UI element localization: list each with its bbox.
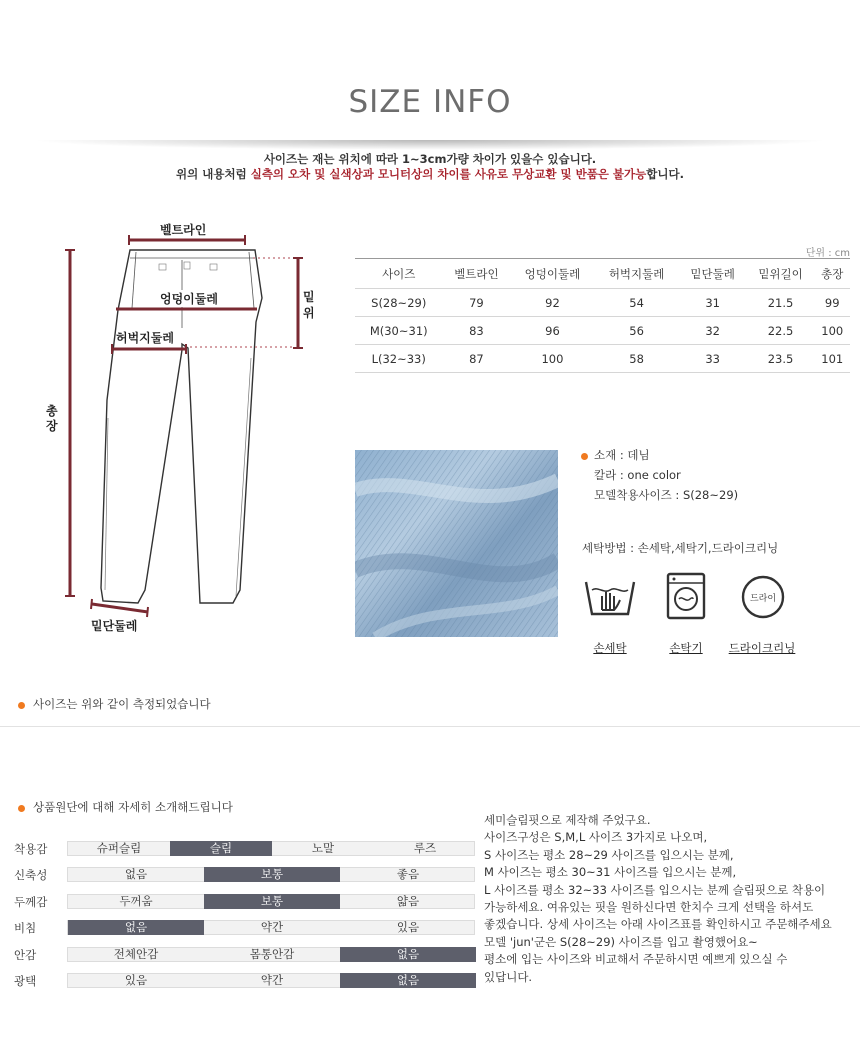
- belt-line-label: 벨트라인: [160, 223, 207, 237]
- return-policy-notice: [0, 166, 860, 182]
- care-label-hand-wash: 손세탁: [593, 641, 627, 655]
- fabric-rating-label: 신축성: [14, 868, 48, 882]
- size-table: [355, 258, 850, 373]
- fabric-rating-option: 두꺼움: [119, 894, 153, 908]
- table-cell: 100: [510, 345, 594, 373]
- fabric-rating-track: [67, 841, 475, 856]
- fabric-rating-track: [67, 867, 475, 882]
- header-hip: 엉덩이둘레: [510, 259, 594, 289]
- description-line: 사이즈구성은 S,M,L 사이즈 3가지로 나오며,: [484, 830, 708, 845]
- table-row: [355, 345, 850, 373]
- measure-note: 사이즈는 위와 같이 측정되었습니다: [33, 697, 211, 711]
- section-divider: [0, 726, 860, 727]
- table-cell: 101: [815, 345, 851, 373]
- washing-machine-icon: [666, 572, 706, 620]
- fabric-rating-option: 얇음: [396, 894, 420, 908]
- hem-tick-right: [147, 607, 148, 617]
- fabric-rating-option: 없음: [124, 867, 148, 881]
- table-cell: 96: [510, 317, 594, 345]
- hem-arrow: [92, 604, 148, 612]
- unit-label: 단위 : cm: [805, 248, 850, 259]
- denim-fabric-image: [355, 450, 558, 637]
- hip-label: 엉덩이둘레: [160, 292, 218, 306]
- table-cell: 21.5: [747, 289, 815, 317]
- fabric-rating-option: 몸통안감: [249, 947, 295, 961]
- fabric-rating-option: 전체안감: [113, 947, 159, 961]
- fabric-rating-label: 두께감: [14, 895, 48, 909]
- measure-note-bullet-icon: [18, 702, 25, 709]
- header-length: 총장: [815, 259, 851, 289]
- fabric-rating-option-selected: 슬림: [170, 841, 272, 856]
- fabric-rating-label: 안감: [14, 948, 37, 962]
- table-cell: 31: [679, 289, 747, 317]
- description-line: L 사이즈를 평소 32~33 사이즈를 입으시는 분께 슬림핏으로 착용이: [484, 882, 826, 897]
- dry-clean-icon-text: 드라이: [749, 594, 777, 604]
- header-thigh: 허벅지둘레: [595, 259, 679, 289]
- fabric-rating-option-selected: 보통: [204, 867, 340, 882]
- description-line: S 사이즈는 평소 28~29 사이즈를 입으시는 분께,: [484, 847, 734, 862]
- fabric-rating-option-selected: 없음: [68, 920, 204, 935]
- fabric-rating-track: [67, 920, 475, 935]
- header-size: 사이즈: [355, 259, 442, 289]
- fabric-rating-option: 좋음: [396, 867, 420, 881]
- fabric-rating-label: 광택: [14, 974, 37, 988]
- table-cell: 58: [595, 345, 679, 373]
- fabric-rating-option: 있음: [124, 973, 148, 987]
- thigh-label: 허벅지둘레: [116, 331, 174, 345]
- fabric-rating-option-selected: 없음: [340, 973, 476, 988]
- page-title: SIZE INFO: [348, 84, 512, 120]
- header-rise: 밑위길이: [747, 259, 815, 289]
- notice-warning: 실측의 오차 및 실색상과 모니터상의 차이를 사유로 무상교환 및 반품은 불가능: [250, 167, 647, 181]
- table-row: [355, 289, 850, 317]
- header-belt-line: 벨트라인: [442, 259, 510, 289]
- table-cell: L(32~33): [355, 345, 442, 373]
- length-label-top: 총: [46, 404, 58, 418]
- description-line: 가능하세요. 여유있는 핏을 원하신다면 한치수 크게 선택을 하셔도: [484, 900, 814, 915]
- description-line: 모델 'jun'군은 S(28~29) 사이즈를 입고 촬영했어요~: [484, 934, 758, 949]
- table-cell: 32: [679, 317, 747, 345]
- table-cell: 83: [442, 317, 510, 345]
- table-cell: 92: [510, 289, 594, 317]
- fabric-rating-track: [67, 947, 475, 962]
- care-label-dry-clean: 드라이크리닝: [728, 641, 796, 655]
- description-line: M 사이즈는 평소 30~31 사이즈를 입으시는 분께,: [484, 865, 737, 880]
- table-cell: S(28~29): [355, 289, 442, 317]
- fabric-rating-option: 루즈: [413, 841, 437, 855]
- fabric-rating-option-selected: 보통: [204, 894, 340, 909]
- table-cell: 99: [815, 289, 851, 317]
- notice-suffix: 합니다.: [646, 167, 684, 181]
- table-cell: M(30~31): [355, 317, 442, 345]
- hem-label: 밑단둘레: [91, 619, 138, 633]
- hand-wash-icon: [584, 576, 636, 620]
- table-cell: 23.5: [747, 345, 815, 373]
- fabric-rating-track: [67, 894, 475, 909]
- size-table-header: [355, 259, 850, 289]
- fabric-rating-option-selected: 없음: [340, 947, 476, 962]
- rise-label-top: 밑: [303, 290, 315, 304]
- fabric-rating-option: 있음: [396, 920, 420, 934]
- fabric-rating-label: 착용감: [14, 842, 48, 856]
- notice-prefix: 위의 내용처럼: [176, 167, 251, 181]
- fabric-heading-bullet-icon: [18, 805, 25, 812]
- spec-bullet-icon: [581, 453, 588, 460]
- fabric-rating-option: 약간: [260, 973, 284, 987]
- product-description: [484, 812, 854, 986]
- material-spec: 소재 : 데님: [594, 448, 650, 462]
- fabric-rating-option: 약간: [260, 920, 284, 934]
- description-line: 평소에 입는 사이즈와 비교해서 주문하시면 예쁘게 있으실 수: [484, 952, 788, 967]
- model-size-spec: 모델착용사이즈 : S(28~29): [594, 488, 739, 502]
- description-line: 좋겠습니다. 상세 사이즈는 아래 사이즈표를 확인하시고 주문해주세요: [484, 917, 832, 932]
- title-shadow-divider: [30, 140, 830, 150]
- table-cell: 56: [595, 317, 679, 345]
- table-row: [355, 317, 850, 345]
- color-spec: 칼라 : one color: [594, 468, 681, 482]
- fabric-heading: 상품원단에 대해 자세히 소개해드립니다: [33, 800, 233, 814]
- fabric-rating-option: 슈퍼슬림: [96, 841, 142, 855]
- table-cell: 22.5: [747, 317, 815, 345]
- size-notice: 사이즈는 재는 위치에 따라 1~3cm가량 차이가 있을수 있습니다.: [263, 152, 597, 166]
- wash-method-spec: 세탁방법 : 손세탁,세탁기,드라이크리닝: [582, 541, 779, 555]
- table-cell: 79: [442, 289, 510, 317]
- fabric-rating-track: [67, 973, 475, 988]
- length-label-bottom: 장: [46, 419, 58, 433]
- description-line: 세미슬림핏으로 제작해 주었구요.: [484, 813, 651, 827]
- table-cell: 87: [442, 345, 510, 373]
- care-label-machine: 손탁기: [669, 641, 703, 655]
- table-cell: 54: [595, 289, 679, 317]
- header-hem: 밑단둘레: [679, 259, 747, 289]
- description-line: 있답니다.: [484, 969, 533, 984]
- table-cell: 100: [815, 317, 851, 345]
- pants-measurement-diagram: [40, 218, 340, 638]
- hem-tick-left: [91, 599, 92, 609]
- fabric-rating-label: 비침: [14, 921, 37, 935]
- table-cell: 33: [679, 345, 747, 373]
- rise-label-bottom: 위: [303, 306, 315, 320]
- dry-clean-icon: [740, 574, 786, 620]
- fabric-rating-option: 노말: [311, 841, 335, 855]
